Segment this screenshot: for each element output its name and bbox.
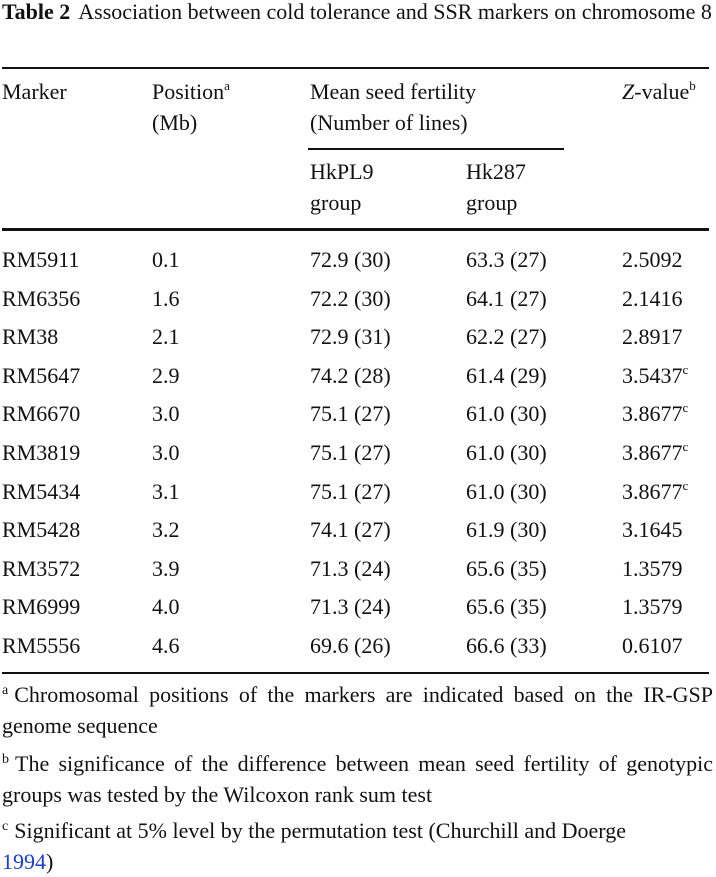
header-position-unit: (Mb) — [152, 110, 198, 135]
hkpl9-cell: 75.1 (27) — [310, 401, 391, 427]
position-cell: 0.1 — [152, 247, 180, 272]
table-row — [0, 395, 716, 433]
footnote-mark-c: c — [682, 400, 689, 416]
z-value-text: 3.8677 — [622, 401, 683, 427]
footnote-mark-c: c — [682, 361, 689, 377]
hkpl9-cell: 71.3 (24) — [310, 594, 391, 620]
z-value-cell — [622, 357, 688, 395]
marker-cell: RM5428 — [2, 517, 81, 543]
table-row — [0, 280, 716, 318]
marker-cell: RM6356 — [2, 285, 81, 311]
z-value-cell: 3.1645 — [622, 517, 683, 543]
footnote-mark-a: a — [224, 78, 230, 93]
marker-cell: RM38 — [2, 324, 59, 350]
position-cell: 2.9 — [152, 362, 180, 388]
footnote-b: $^b$ The significance of the difference between mean seed fertility of genotypic groups was tested by the Wilcoxon rank sum test — [2, 751, 713, 807]
hkpl9-cell: 74.1 (27) — [310, 517, 391, 543]
top-rule — [2, 67, 709, 69]
header-marker: Marker — [2, 79, 67, 104]
hk287-cell: 61.4 (29) — [466, 362, 547, 388]
table-row — [0, 627, 716, 665]
z-value-text: 3.8677 — [622, 440, 683, 465]
hkpl9-cell: 72.2 (30) — [310, 285, 391, 311]
marker-cell: RM6670 — [2, 401, 81, 427]
hk287-cell: 65.6 (35) — [466, 594, 547, 620]
z-value-text: 3.5437 — [622, 362, 683, 388]
marker-cell: RM5556 — [2, 633, 81, 658]
table-row — [0, 588, 716, 626]
table-row — [0, 511, 716, 549]
hk287-cell: 61.0 (30) — [466, 401, 547, 427]
hk287-cell: 61.0 (30) — [466, 440, 547, 465]
position-cell: 3.0 — [152, 401, 180, 427]
footnote-c: $^c$ Significant at 5% level by the permutation test (Churchill and Doerge 1994) — [2, 818, 626, 874]
position-cell: 3.2 — [152, 517, 180, 543]
header-mean-seed-fertility: Mean seed fertility (Number of lines) — [310, 79, 477, 135]
footnote-mark-b: b — [689, 78, 696, 93]
group-subheader-rule — [308, 148, 564, 150]
position-cell: 1.6 — [152, 285, 180, 311]
bottom-rule — [2, 672, 709, 674]
marker-cell: RM3572 — [2, 555, 81, 581]
z-value-cell: 2.1416 — [622, 285, 683, 311]
hkpl9-cell: 72.9 (30) — [310, 247, 391, 272]
hk287-cell: 64.1 (27) — [466, 285, 547, 311]
header-hk287-group: Hk287 group — [466, 159, 526, 215]
table-caption — [2, 0, 714, 27]
table-row — [0, 241, 716, 279]
hkpl9-cell: 74.2 (28) — [310, 362, 391, 388]
hkpl9-cell: 75.1 (27) — [310, 478, 391, 504]
position-cell: 4.6 — [152, 633, 180, 658]
z-value-cell: 1.3579 — [622, 594, 683, 620]
footnote-a: $^a$ Chromosomal positions of the markers are indicated based on the IR-GSP genome sequence — [2, 682, 713, 738]
table-row — [0, 434, 716, 472]
z-value-cell: 2.5092 — [622, 247, 683, 272]
marker-cell: RM6999 — [2, 594, 81, 620]
hkpl9-cell: 69.6 (26) — [310, 633, 391, 658]
marker-cell: RM3819 — [2, 440, 81, 465]
header-hkpl9-group: HkPL9 group — [310, 159, 374, 215]
hk287-cell: 62.2 (27) — [466, 324, 547, 350]
citation-link[interactable]: 1994 — [2, 849, 46, 874]
z-value-cell — [622, 473, 688, 511]
position-cell: 3.0 — [152, 440, 180, 465]
z-value-cell — [622, 395, 688, 433]
table-row — [0, 473, 716, 511]
hk287-cell: 61.9 (30) — [466, 517, 547, 543]
z-value-text: 3.8677 — [622, 478, 683, 504]
position-cell: 2.1 — [152, 324, 180, 350]
hkpl9-cell: 72.9 (31) — [310, 324, 391, 350]
hk287-cell: 61.0 (30) — [466, 478, 547, 504]
table-label: Table 2 — [2, 0, 71, 24]
footnote-mark-c: c — [682, 439, 689, 454]
hkpl9-cell: 71.3 (24) — [310, 555, 391, 581]
header-bottom-rule — [2, 228, 709, 231]
table-row — [0, 357, 716, 395]
z-value-cell: 0.6107 — [622, 633, 683, 658]
marker-cell: RM5434 — [2, 478, 81, 504]
header-z-value: Z-value$^b$ — [622, 78, 696, 104]
position-cell: 3.9 — [152, 555, 180, 581]
table-row — [0, 318, 716, 356]
hk287-cell: 65.6 (35) — [466, 555, 547, 581]
z-value-cell: 2.8917 — [622, 324, 683, 350]
hk287-cell: 63.3 (27) — [466, 247, 547, 272]
header-position: Position$^a$ (Mb) — [152, 78, 230, 135]
footnote-mark-c: c — [682, 477, 689, 493]
position-cell: 3.1 — [152, 478, 180, 504]
position-cell: 4.0 — [152, 594, 180, 620]
z-value-cell: 1.3579 — [622, 555, 683, 581]
hkpl9-cell: 75.1 (27) — [310, 440, 391, 465]
table-caption-text: Association between cold tolerance and SSR markers on chromosome 8 — [78, 0, 712, 24]
marker-cell: RM5647 — [2, 362, 81, 388]
z-value-cell — [622, 434, 688, 472]
hk287-cell: 66.6 (33) — [466, 633, 547, 658]
table-row — [0, 550, 716, 588]
marker-cell: RM5911 — [2, 247, 80, 272]
